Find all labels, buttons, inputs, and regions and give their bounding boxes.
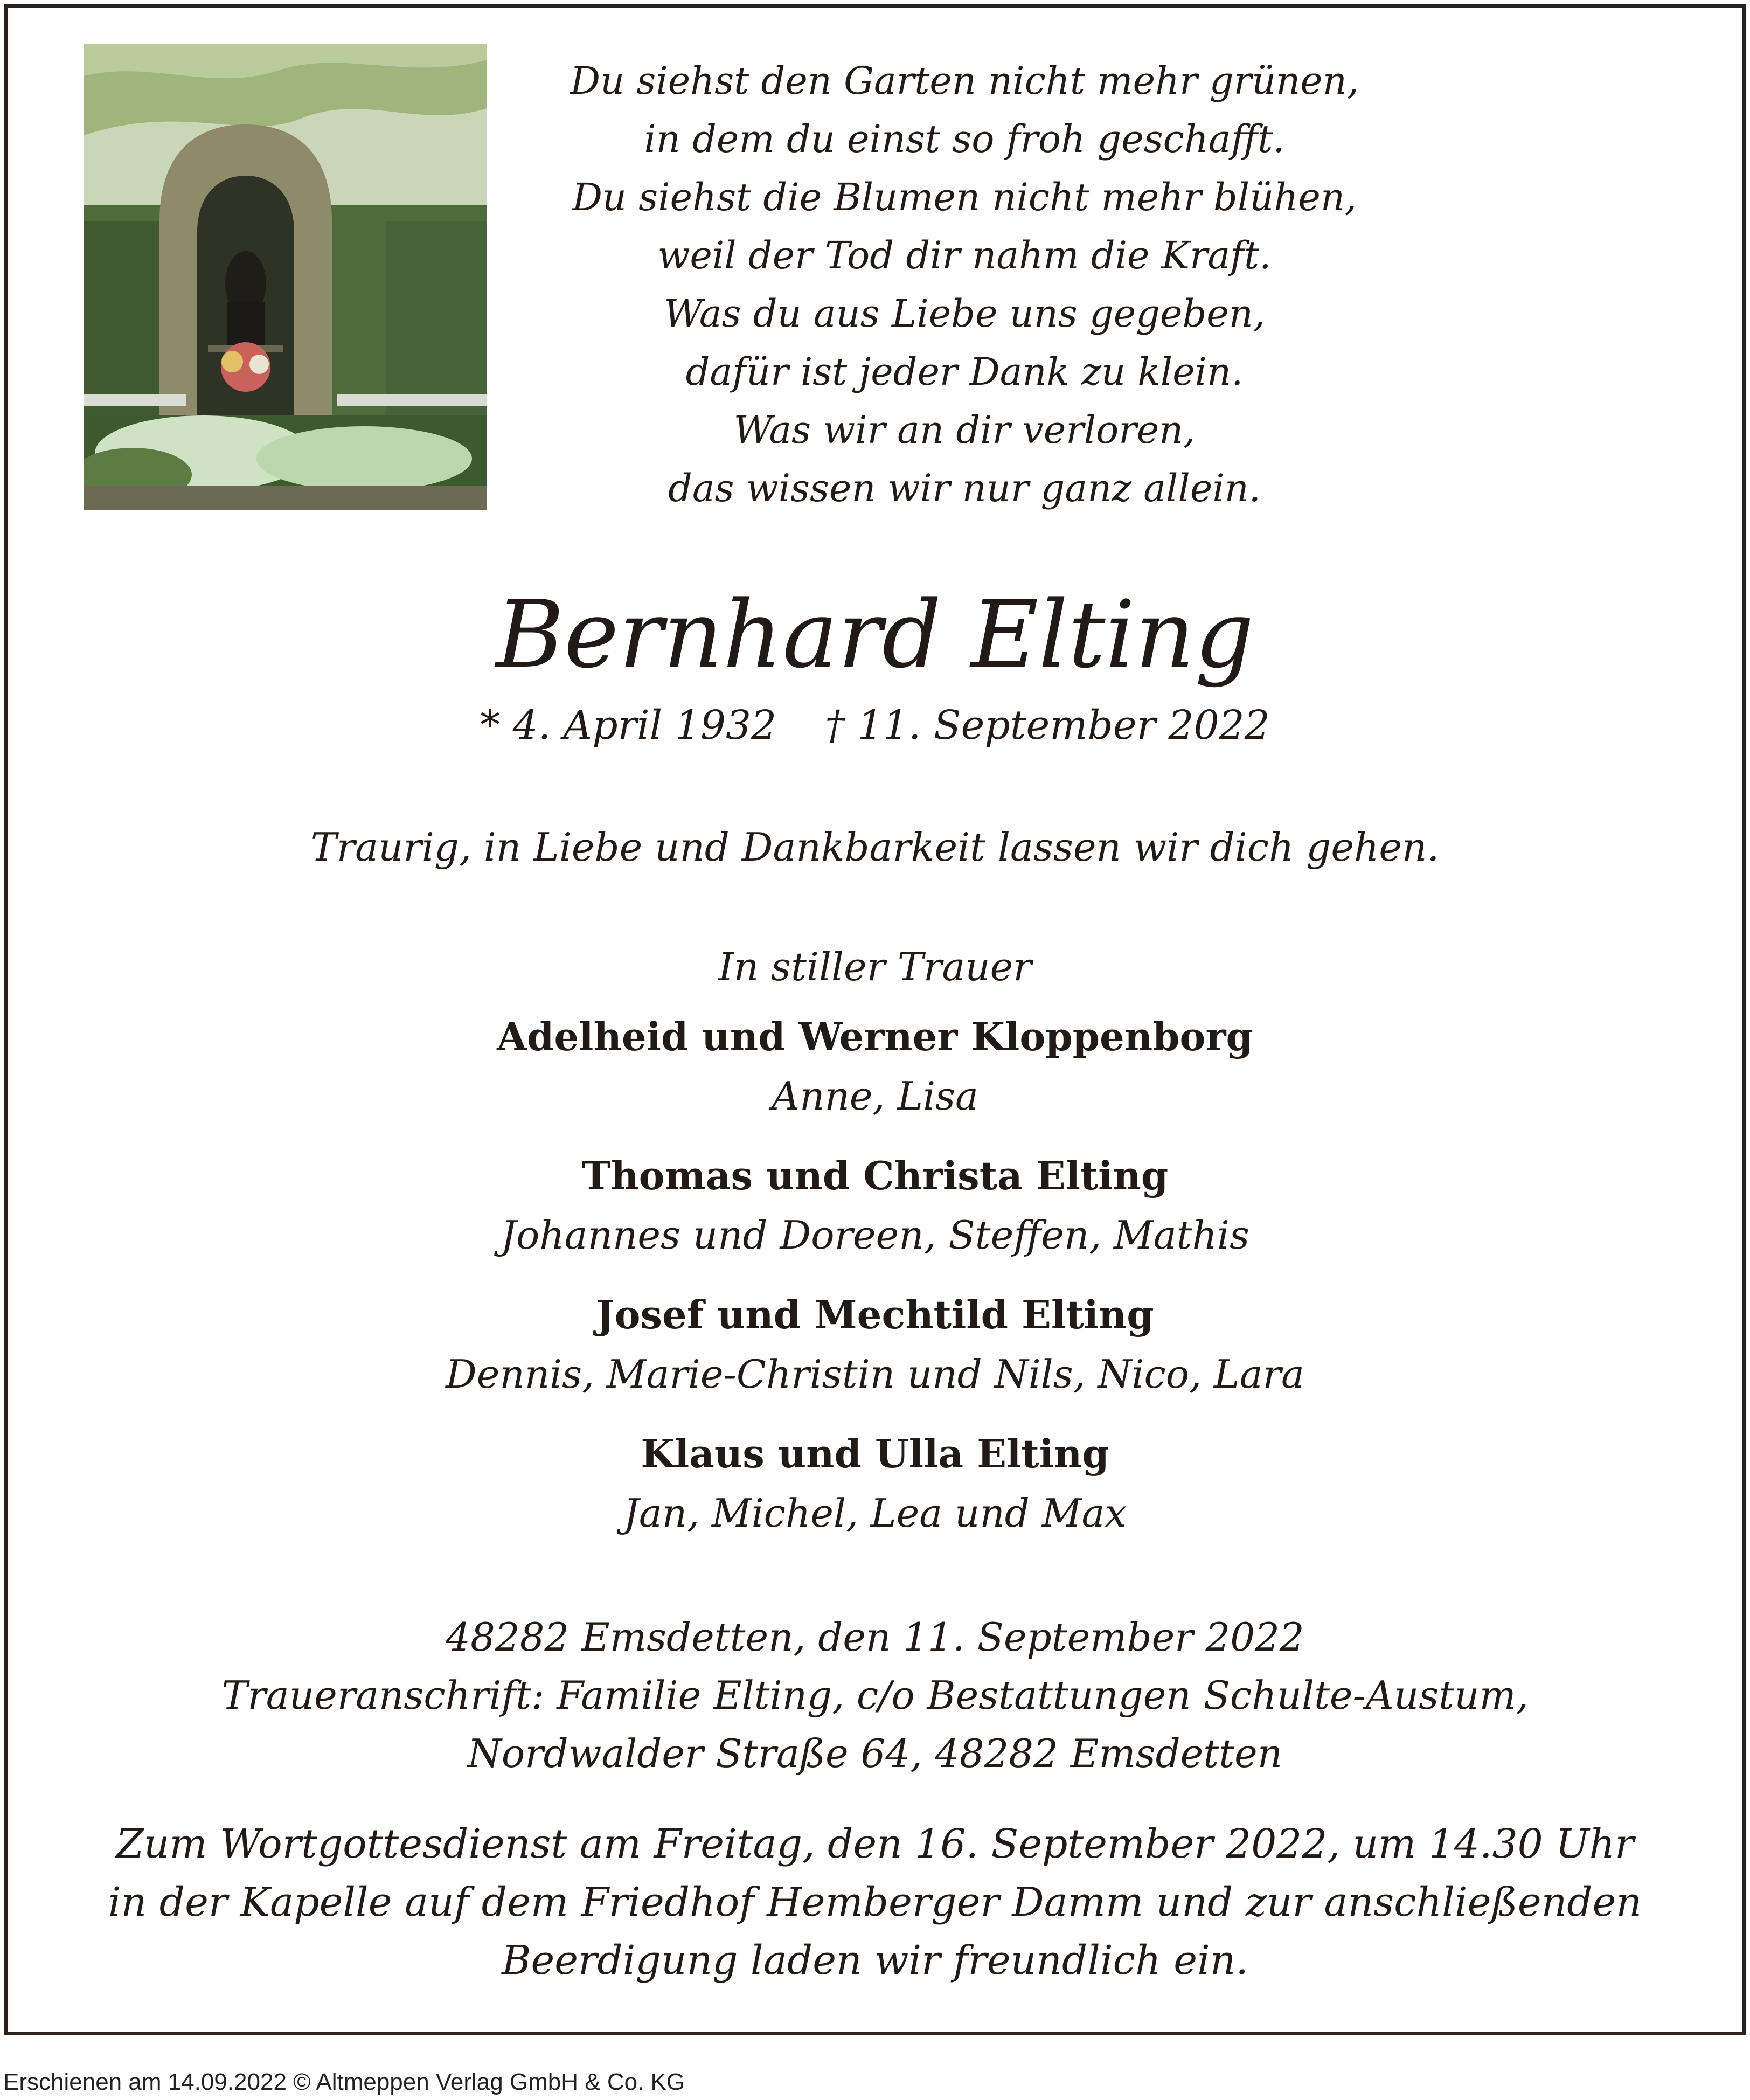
- family-children: Anne, Lisa: [772, 1073, 978, 1119]
- mourning-label: In stiller Trauer: [718, 944, 1032, 989]
- family-children: Jan, Michel, Lea und Max: [623, 1491, 1127, 1536]
- life-dates: [0, 698, 1750, 752]
- intro-text: Traurig, in Liebe und Dankbarkeit lassen wir dich gehen.: [310, 824, 1440, 870]
- family-children: Dennis, Marie-Christin und Nils, Nico, Lara: [446, 1352, 1304, 1397]
- mourning-address: Traueranschrift: Familie Elting, c/o Bestattungen Schulte-Austum,: [221, 1673, 1529, 1718]
- place-date: 48282 Emsdetten, den 11. September 2022: [446, 1614, 1304, 1660]
- service-info: in der Kapelle auf dem Friedhof Hemberger Damm und zur anschließenden: [108, 1879, 1642, 1925]
- family-name: Klaus und Ulla Elting: [641, 1431, 1109, 1477]
- service-info: Zum Wortgottesdienst am Freitag, den 16. September 2022, um 14.30 Uhr: [116, 1821, 1634, 1867]
- poem-line: in dem du einst so froh geschafft.: [644, 117, 1285, 161]
- family-name: Josef und Mechtild Elting: [596, 1292, 1154, 1337]
- birth-date: * 4. April 1932: [480, 702, 777, 748]
- poem-line: Was wir an dir verloren,: [733, 408, 1196, 452]
- poem-line: Du siehst den Garten nicht mehr grünen,: [570, 59, 1359, 103]
- publication-footer: Erschienen am 14.09.2022 © Altmeppen Verlag GmbH & Co. KG: [3, 2069, 685, 2095]
- chapel-photo: [84, 44, 487, 510]
- service-info: Beerdigung laden wir freundlich ein.: [502, 1937, 1248, 1984]
- poem-line: weil der Tod dir nahm die Kraft.: [657, 233, 1272, 278]
- family-name: Adelheid und Werner Kloppenborg: [497, 1014, 1253, 1059]
- death-date: † 11. September 2022: [825, 702, 1270, 748]
- family-children: Johannes und Doreen, Steffen, Mathis: [501, 1212, 1249, 1258]
- poem-line: das wissen wir nur ganz allein.: [668, 466, 1261, 510]
- poem-line: dafür ist jeder Dank zu klein.: [685, 350, 1244, 394]
- poem-line: Was du aus Liebe uns gegeben,: [663, 292, 1266, 336]
- deceased-name: Bernhard Elting: [496, 580, 1254, 689]
- mourning-address: Nordwalder Straße 64, 48282 Emsdetten: [467, 1731, 1283, 1776]
- family-name: Thomas und Christa Elting: [581, 1153, 1169, 1198]
- poem-line: Du siehst die Blumen nicht mehr blühen,: [572, 175, 1357, 219]
